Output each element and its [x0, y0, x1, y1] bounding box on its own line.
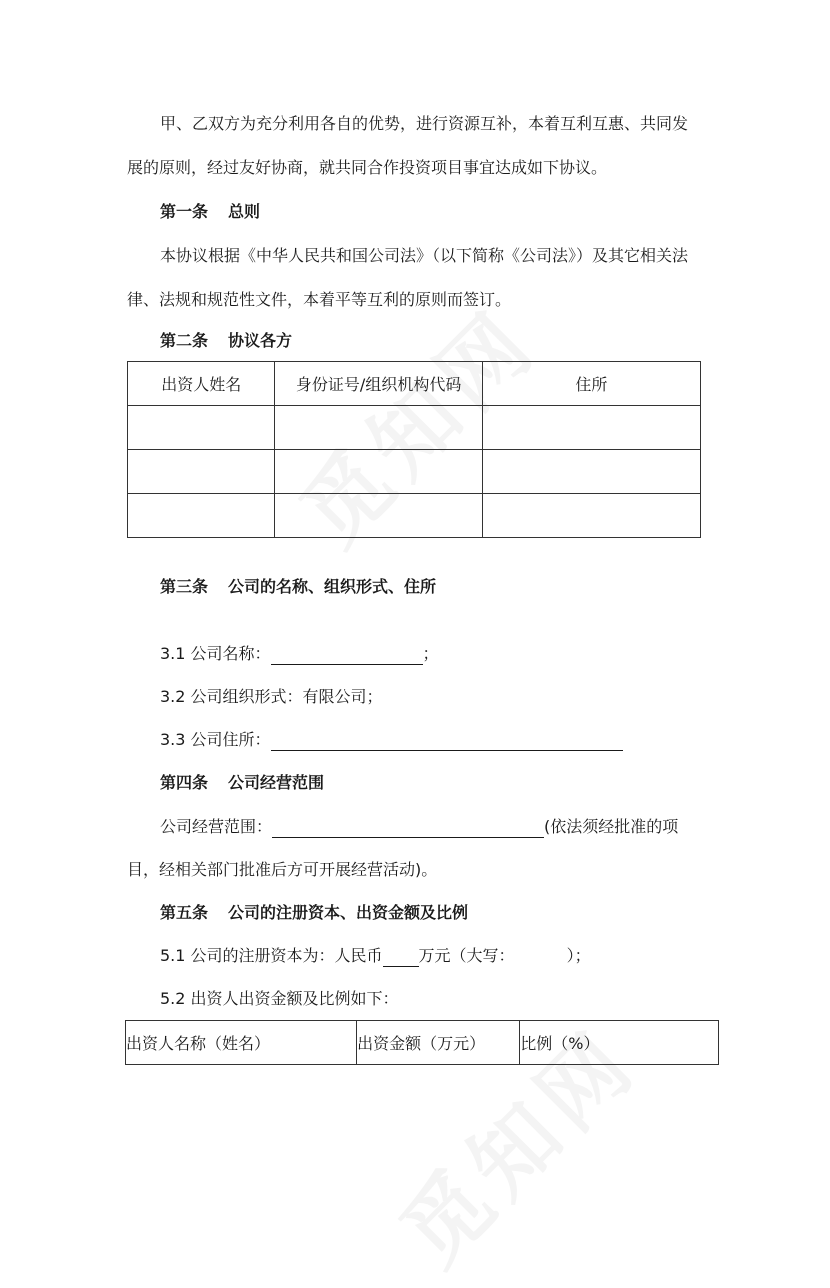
- capital-amount-blank[interactable]: [383, 946, 419, 967]
- company-name-suffix: ；: [422, 644, 439, 663]
- header-address: 住所: [482, 362, 700, 406]
- article-4-line-1: [160, 816, 678, 838]
- table-header-row: [126, 1021, 719, 1065]
- business-scope-label: 公司经营范围：: [160, 817, 273, 836]
- table-cell[interactable]: [275, 450, 482, 494]
- article-4-title: 公司经营范围: [228, 773, 325, 792]
- capital-prefix: 5.1 公司的注册资本为：人民币: [160, 946, 383, 965]
- table-cell[interactable]: [275, 494, 482, 538]
- article-2-number: 第二条: [160, 331, 209, 350]
- article-3-item-2: 3.2 公司组织形式：有限公司；: [160, 687, 383, 706]
- table-cell[interactable]: [482, 450, 700, 494]
- article-3-title: 公司的名称、组织形式、住所: [228, 577, 437, 596]
- company-address-label: 3.3 公司住所：: [160, 730, 271, 749]
- intro-line-1: 甲、乙双方为充分利用各自的优势，进行资源互补，本着互利互惠、共同发: [160, 114, 689, 133]
- article-1-line-1: 本协议根据《中华人民共和国公司法》（以下简称《公司法》）及其它相关法: [160, 246, 689, 265]
- table-cell[interactable]: [128, 494, 275, 538]
- capital-suffix: ）；: [566, 946, 591, 965]
- business-scope-suffix: (依法须经批准的项: [544, 817, 679, 836]
- article-5-title: 公司的注册资本、出资金额及比例: [228, 903, 469, 922]
- article-3-number: 第三条: [160, 577, 209, 596]
- article-1-number: 第一条: [160, 202, 209, 221]
- header-id-number: 身份证号/组织机构代码: [275, 362, 482, 406]
- company-name-label: 3.1 公司名称：: [160, 644, 271, 663]
- article-3-item-3: [160, 729, 623, 751]
- table-row: [128, 450, 701, 494]
- header-investor-name: 出资人姓名: [128, 362, 275, 406]
- article-2-heading: [160, 330, 292, 352]
- article-4-heading: [160, 772, 324, 794]
- article-5-item-2: 5.2 出资人出资金额及比例如下：: [160, 989, 399, 1008]
- article-5-number: 第五条: [160, 903, 209, 922]
- table-cell[interactable]: [128, 406, 275, 450]
- article-1-title: 总则: [228, 202, 261, 221]
- article-1-heading: [160, 201, 260, 223]
- article-3-heading: [160, 576, 436, 598]
- table-row: [128, 406, 701, 450]
- table-header-row: [128, 362, 701, 406]
- article-2-title: 协议各方: [228, 331, 293, 350]
- article-4-number: 第四条: [160, 773, 209, 792]
- company-name-blank[interactable]: [271, 644, 423, 665]
- contribution-table: [125, 1020, 719, 1065]
- intro-line-2: 展的原则，经过友好协商，就共同合作投资项目事宜达成如下协议。: [127, 158, 608, 177]
- business-scope-blank[interactable]: [272, 817, 544, 838]
- article-4-line-2: 目，经相关部门批准后方可开展经营活动)。: [127, 860, 438, 879]
- article-1-line-2: 律、法规和规范性文件，本着平等互利的原则而签订。: [127, 290, 512, 309]
- header-ratio: 比例（%）: [520, 1021, 719, 1065]
- article-5-item-1: [160, 945, 591, 967]
- table-cell[interactable]: [482, 494, 700, 538]
- article-3-item-1: [160, 643, 439, 665]
- company-address-blank[interactable]: [271, 730, 623, 751]
- capital-unit: 万元（大写：: [418, 946, 515, 965]
- parties-table: [127, 361, 701, 538]
- table-cell[interactable]: [275, 406, 482, 450]
- header-investor-name: 出资人名称（姓名）: [126, 1021, 357, 1065]
- header-contribution-amount: 出资金额（万元）: [357, 1021, 520, 1065]
- table-cell[interactable]: [482, 406, 700, 450]
- table-cell[interactable]: [128, 450, 275, 494]
- article-5-heading: [160, 902, 468, 924]
- table-row: [128, 494, 701, 538]
